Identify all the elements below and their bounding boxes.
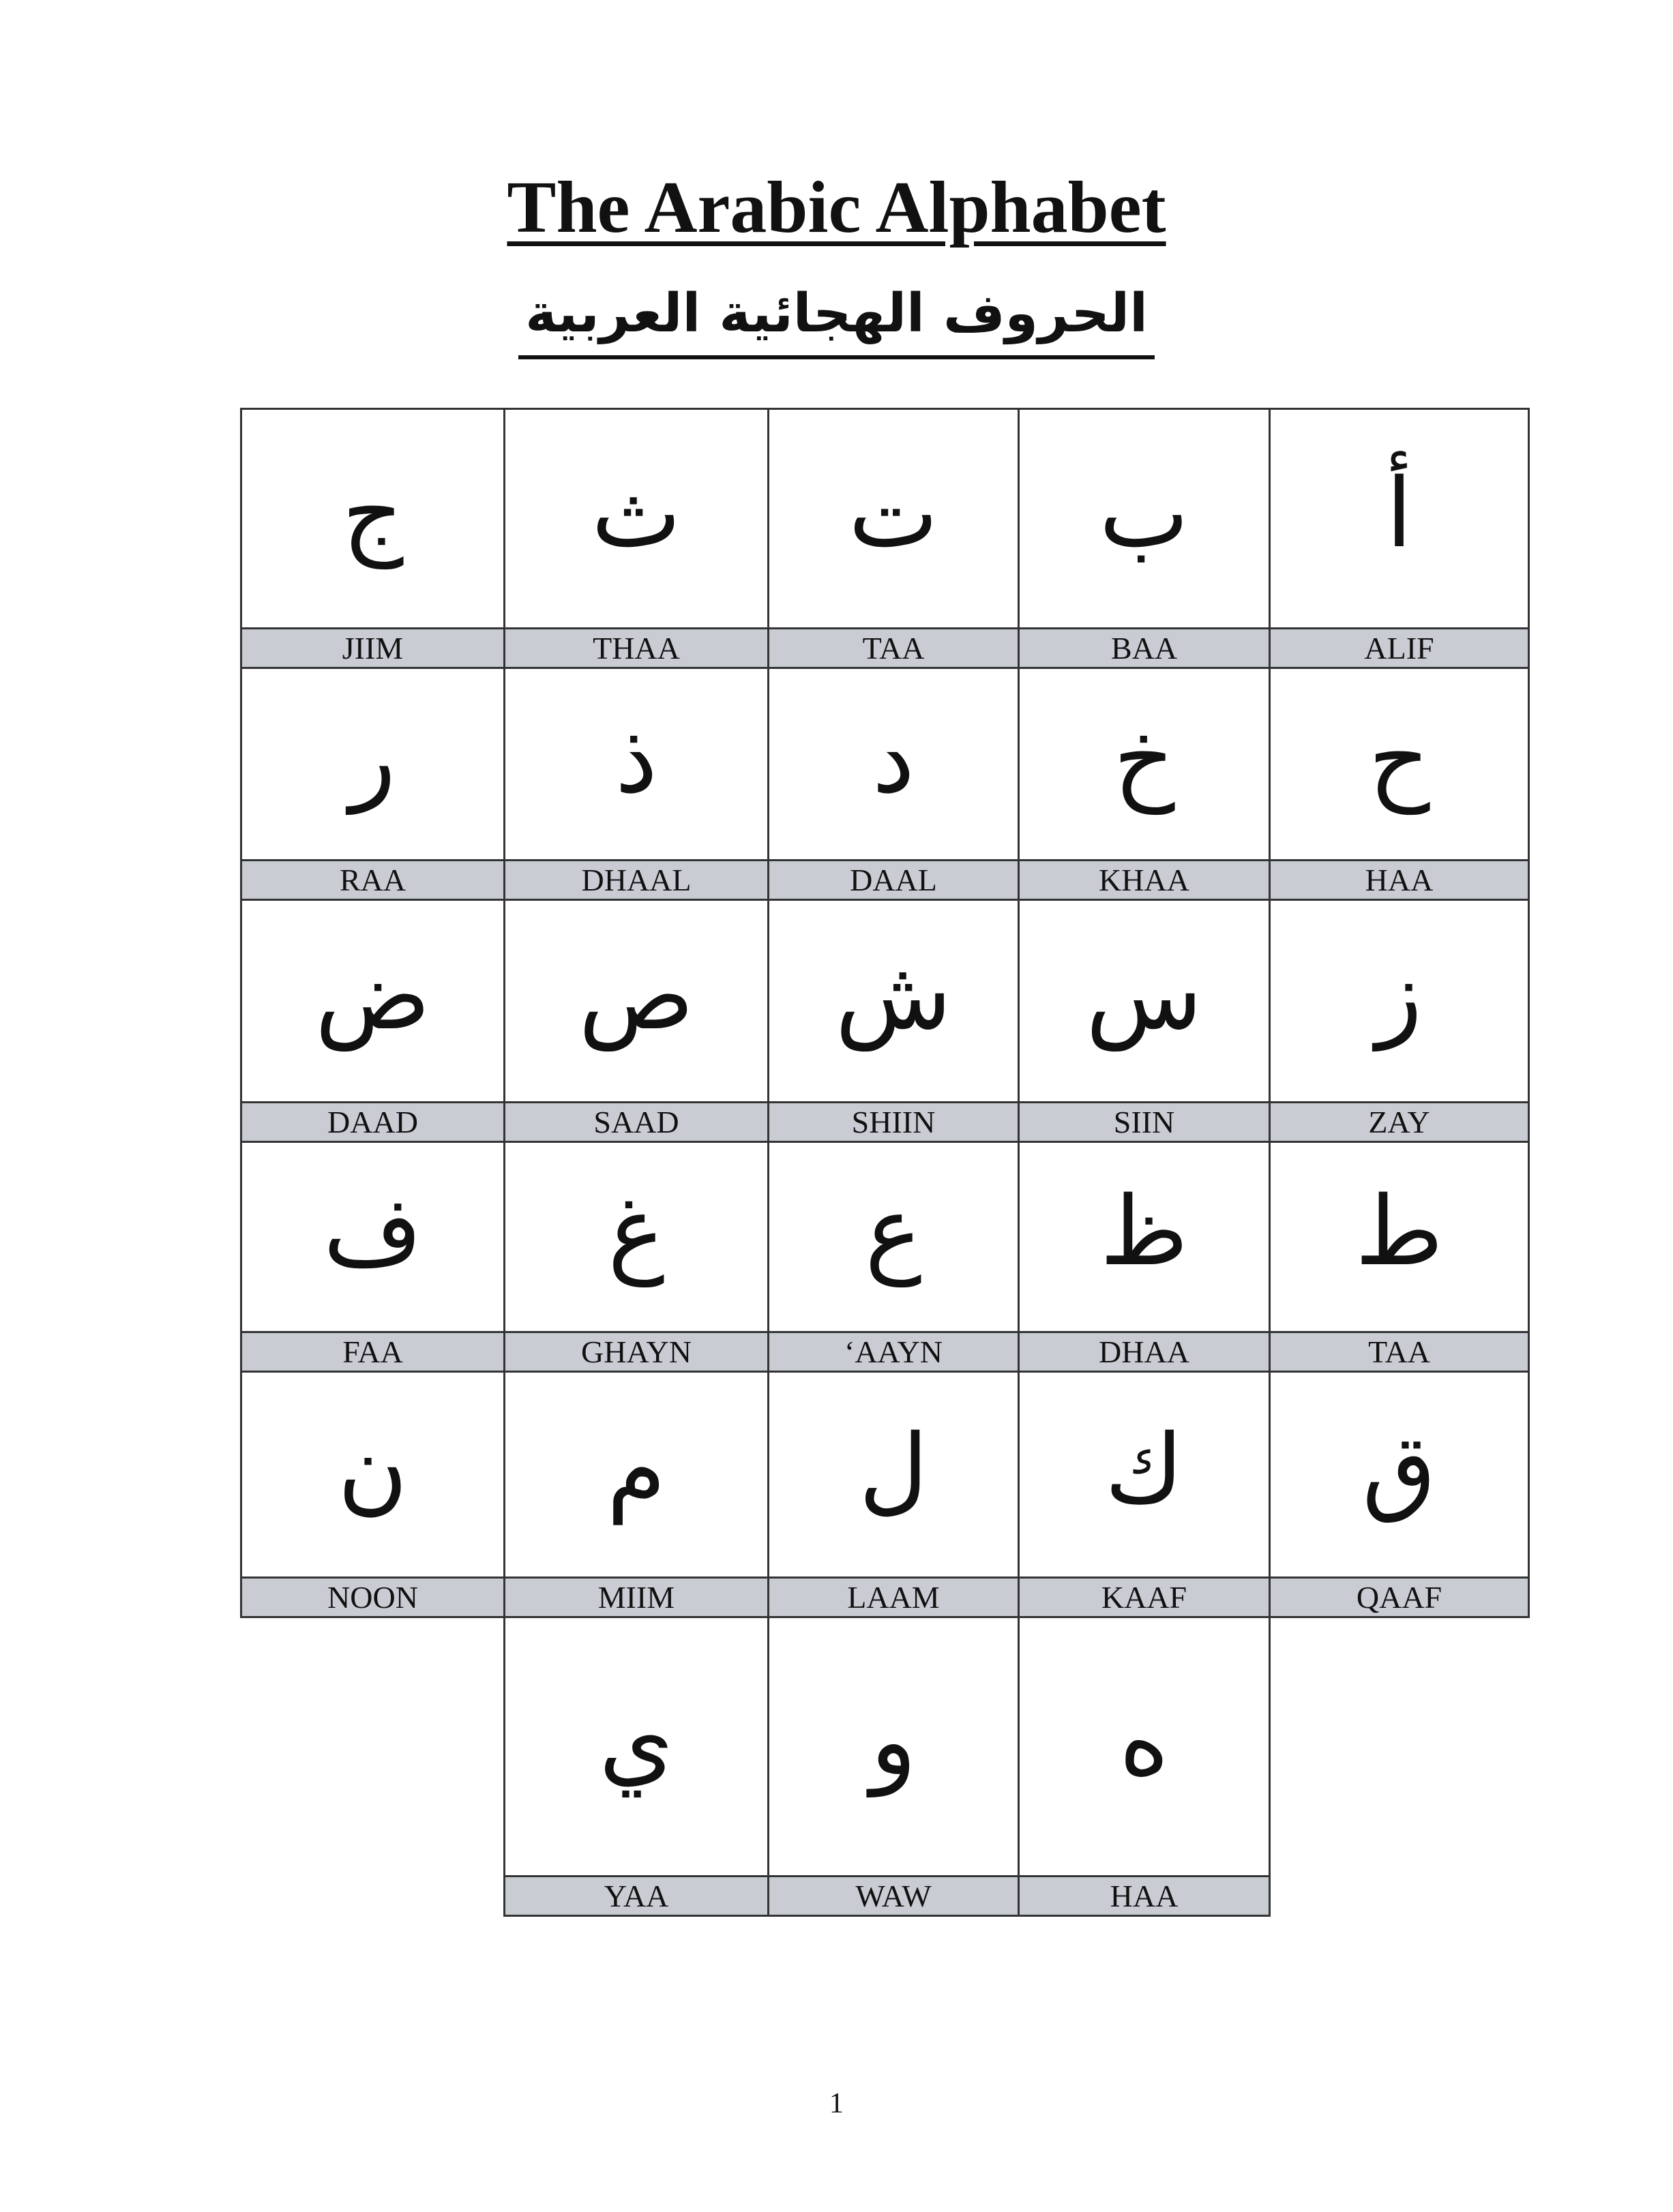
- arabic-letter: خ: [1113, 704, 1175, 815]
- letter-name: ZAY: [1271, 1101, 1528, 1141]
- arabic-letter: ث: [591, 458, 681, 569]
- arabic-letter: م: [606, 1414, 666, 1525]
- letter-name: QAAF: [1271, 1576, 1528, 1616]
- arabic-letter: و: [870, 1686, 917, 1797]
- letter-cell: [1018, 1616, 1271, 1917]
- letter-name: BAA: [1020, 627, 1269, 667]
- arabic-letter: ت: [848, 458, 938, 569]
- letter-name: ALIF: [1271, 627, 1528, 667]
- arabic-letter: د: [872, 704, 915, 815]
- arabic-letter: ف: [323, 1176, 423, 1287]
- letter-name: TAA: [769, 627, 1018, 667]
- arabic-letter: ب: [1099, 458, 1189, 569]
- letter-name: SHIIN: [769, 1101, 1018, 1141]
- arabic-letter: ظ: [1099, 1176, 1189, 1287]
- letter-name: HAA: [1020, 1875, 1269, 1915]
- letter-name: THAA: [505, 627, 767, 667]
- letter-cell: [1018, 1371, 1271, 1618]
- letter-name: JIIM: [242, 627, 503, 667]
- arabic-letter: ط: [1354, 1176, 1444, 1287]
- arabic-letter: ه: [1119, 1686, 1170, 1797]
- letter-cell: [240, 667, 505, 901]
- arabic-letter: أ: [1386, 458, 1412, 569]
- page-number: 1: [829, 2088, 844, 2119]
- letter-cell: [767, 667, 1020, 901]
- letter-cell: [767, 1141, 1020, 1373]
- letter-cell: [1018, 899, 1271, 1143]
- letter-name: KAAF: [1020, 1576, 1269, 1616]
- letter-cell: [240, 1141, 505, 1373]
- arabic-letter: ك: [1104, 1414, 1184, 1525]
- letter-cell: [1269, 408, 1530, 669]
- letter-cell: [1269, 899, 1530, 1143]
- letter-cell: [1018, 408, 1271, 669]
- letter-cell: [767, 1371, 1020, 1618]
- letter-cell: [503, 1371, 769, 1618]
- arabic-letter: غ: [608, 1176, 665, 1287]
- arabic-letter: ق: [1362, 1414, 1436, 1525]
- letter-name: SIIN: [1020, 1101, 1269, 1141]
- letter-name: DHAA: [1020, 1331, 1269, 1371]
- letter-cell: [1269, 667, 1530, 901]
- arabic-letter: ض: [314, 940, 431, 1051]
- arabic-letter: س: [1086, 940, 1202, 1051]
- letter-name: DAAD: [242, 1101, 503, 1141]
- arabic-subtitle: الحروف الهجائية العربية: [0, 276, 1673, 359]
- letter-cell: [767, 408, 1020, 669]
- letter-cell: [1018, 1141, 1271, 1373]
- letter-name: YAA: [505, 1875, 767, 1915]
- arabic-letter: ج: [342, 458, 404, 569]
- letter-name: LAAM: [769, 1576, 1018, 1616]
- arabic-letter: ذ: [615, 704, 658, 815]
- letter-cell: [1269, 1371, 1530, 1618]
- letter-cell: [240, 899, 505, 1143]
- letter-name: RAA: [242, 859, 503, 899]
- letter-name: FAA: [242, 1331, 503, 1371]
- letter-name: ‘AAYN: [769, 1331, 1018, 1371]
- letter-cell: [240, 408, 505, 669]
- letter-name: KHAA: [1020, 859, 1269, 899]
- letter-name: NOON: [242, 1576, 503, 1616]
- letter-name: GHAYN: [505, 1331, 767, 1371]
- letter-cell: [503, 899, 769, 1143]
- letter-cell: [1269, 1141, 1530, 1373]
- letter-name: DHAAL: [505, 859, 767, 899]
- letter-cell: [503, 1141, 769, 1373]
- letter-cell: [503, 408, 769, 669]
- letter-cell: [503, 667, 769, 901]
- letter-name: WAW: [769, 1875, 1018, 1915]
- arabic-letter: ح: [1368, 704, 1430, 815]
- letter-name: SAAD: [505, 1101, 767, 1141]
- letter-name: MIIM: [505, 1576, 767, 1616]
- arabic-letter: ل: [859, 1414, 928, 1525]
- letter-name: HAA: [1271, 859, 1528, 899]
- arabic-letter: ز: [1376, 940, 1423, 1051]
- arabic-letter: ش: [835, 940, 952, 1051]
- page-title: The Arabic Alphabet: [507, 167, 1166, 248]
- arabic-letter: ص: [578, 940, 694, 1051]
- letter-name: TAA: [1271, 1331, 1528, 1371]
- letter-cell: [767, 899, 1020, 1143]
- arabic-letter: ن: [338, 1414, 408, 1525]
- arabic-letter: ر: [349, 704, 396, 815]
- letter-cell: [503, 1616, 769, 1917]
- letter-cell: [1018, 667, 1271, 901]
- letter-cell: [767, 1616, 1020, 1917]
- arabic-letter: ي: [599, 1686, 674, 1797]
- letter-name: DAAL: [769, 859, 1018, 899]
- arabic-letter: ع: [865, 1176, 922, 1287]
- letter-cell: [240, 1371, 505, 1618]
